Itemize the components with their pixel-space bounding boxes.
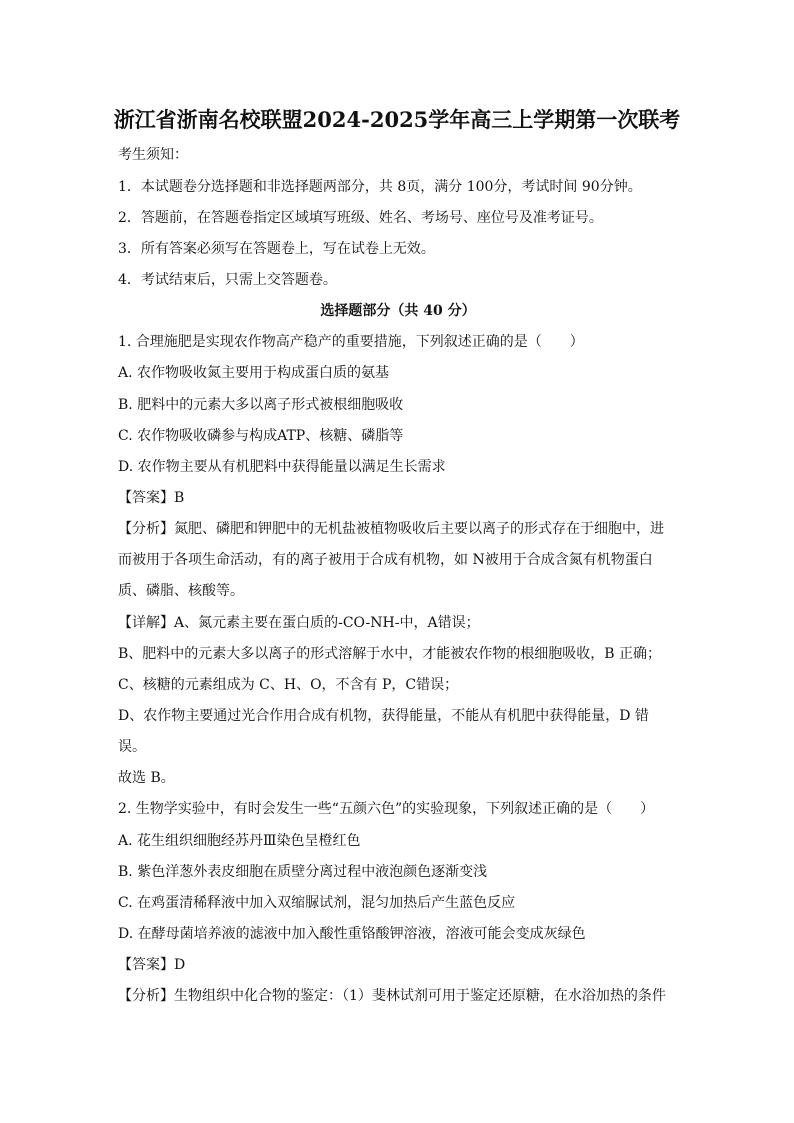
question-1-analysis: 【分析】氮肥、磷肥和钾肥中的无机盐被植物吸收后主要以离子的形式存在于细胞中，进 — [118, 521, 664, 537]
question-1-detail: 误。 — [118, 739, 146, 755]
question-1-option-b: B. 肥料中的元素大多以离子形式被根细胞吸收 — [118, 397, 404, 413]
question-1-detail: D、农作物主要通过光合作用合成有机物，获得能量，不能从有机肥中获得能量，D 错 — [118, 708, 649, 724]
question-2-analysis: 【分析】生物组织中化合物的鉴定：（1）斐林试剂可用于鉴定还原糖，在水浴加热的条件 — [118, 988, 666, 1004]
question-1-analysis: 质、磷脂、核酸等。 — [118, 583, 244, 599]
question-1-option-a: A. 农作物吸收氮主要用于构成蛋白质的氨基 — [118, 365, 390, 381]
document-title: 浙江省浙南名校联盟2024-2025学年高三上学期第一次联考 — [113, 107, 681, 132]
notice-item: 1．本试题卷分选择题和非选择题两部分，共 8页，满分 100分，考试时间 90分钟。 — [118, 179, 642, 195]
question-2-option-c: C. 在鸡蛋清稀释液中加入双缩脲试剂，混匀加热后产生蓝色反应 — [118, 895, 516, 911]
question-1-detail: C、核糖的元素组成为 C、H、O，不含有 P，C错误； — [118, 677, 459, 693]
question-1-option-d: D. 农作物主要从有机肥料中获得能量以满足生长需求 — [118, 459, 446, 475]
notice-item: 4．考试结束后，只需上交答题卷。 — [118, 272, 337, 288]
question-1-detail: 故选 B。 — [118, 770, 175, 786]
question-1-answer: 【答案】B — [118, 490, 185, 506]
section-title: 选择题部分（共 40 分） — [320, 303, 476, 319]
question-1-option-c: C. 农作物吸收磷参与构成ATP、核糖、磷脂等 — [118, 428, 404, 444]
notice-item: 2．答题前，在答题卷指定区域填写班级、姓名、考场号、座位号及准考证号。 — [118, 210, 603, 226]
question-2-option-d: D. 在酵母菌培养液的滤液中加入酸性重铬酸钾溶液，溶液可能会变成灰绿色 — [118, 926, 586, 942]
question-1-detail: 【详解】A、氮元素主要在蛋白质的-CO-NH-中，A错误； — [118, 615, 480, 631]
notice-heading: 考生须知： — [118, 147, 188, 163]
question-1-analysis: 而被用于各项生命活动，有的离子被用于合成有机物，如 N被用于合成含氮有机物蛋白 — [118, 552, 653, 568]
question-2-stem: 2. 生物学实验中，有时会发生一些“五颜六色”的实验现象，下列叙述正确的是（ ） — [118, 801, 655, 817]
question-2-option-a: A. 花生组织细胞经苏丹Ⅲ染色呈橙红色 — [118, 833, 361, 849]
notice-item: 3．所有答案必须写在答题卷上，写在试卷上无效。 — [118, 241, 435, 257]
question-1-detail: B、肥料中的元素大多以离子的形式溶解于水中，才能被农作物的根细胞吸收，B 正确； — [118, 646, 662, 662]
question-2-option-b: B. 紫色洋葱外表皮细胞在质壁分离过程中液泡颜色逐渐变浅 — [118, 864, 488, 880]
question-1-stem: 1. 合理施肥是实现农作物高产稳产的重要措施，下列叙述正确的是（ ） — [118, 334, 584, 350]
question-2-answer: 【答案】D — [118, 957, 186, 973]
